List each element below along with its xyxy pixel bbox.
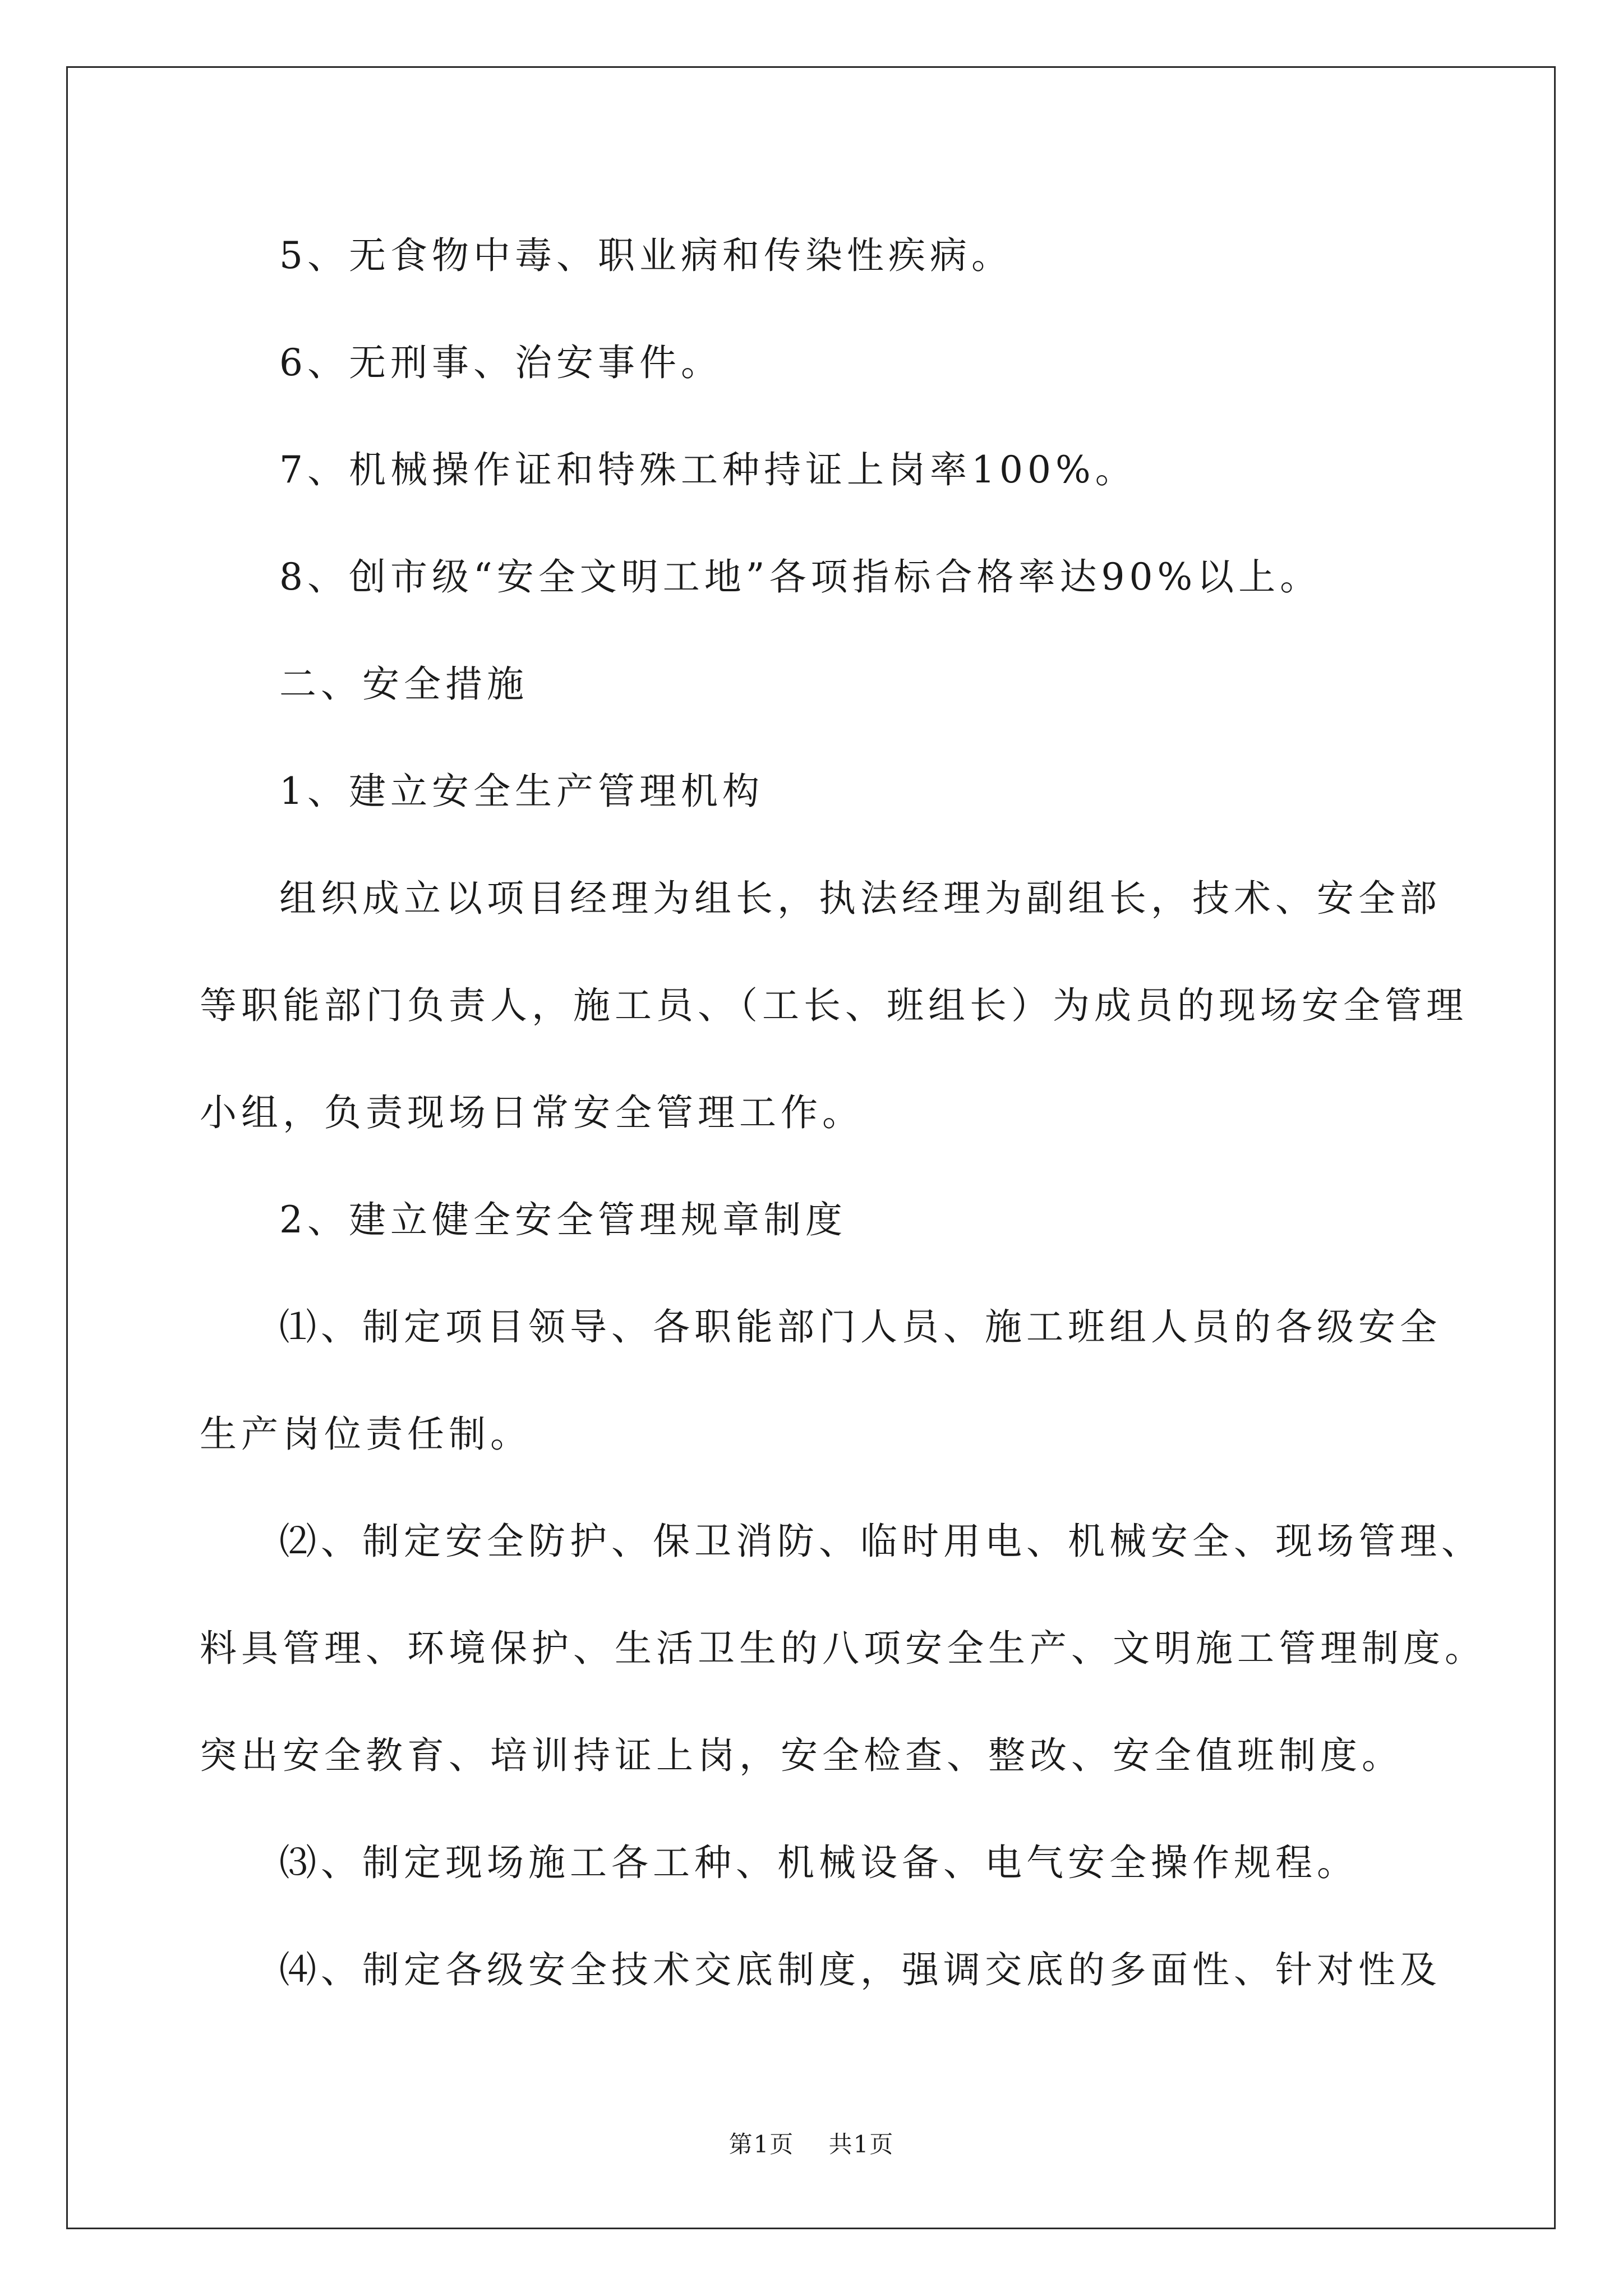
paragraph-line: 等职能部门负责人，施工员、（工长、班组长）为成员的现场安全管理 xyxy=(200,984,1468,1027)
subsection-heading-2: 2、建立健全安全管理规章制度 xyxy=(279,1198,847,1241)
document-body xyxy=(200,202,1486,2023)
page-footer: 第1页 共1页 xyxy=(728,2131,895,2158)
paragraph-item-7: 7、机械操作证和特殊工种持证上岗率100%。 xyxy=(279,448,1137,491)
paragraph-line: ⑷、制定各级安全技术交底制度，强调交底的多面性、针对性及 xyxy=(279,1948,1441,1991)
paragraph-item-6: 6、无刑事、治安事件。 xyxy=(279,341,722,384)
paragraph-item-8: 8、创市级“安全文明工地”各项指标合格率达90%以上。 xyxy=(279,555,1322,599)
paragraph-line: 小组，负责现场日常安全管理工作。 xyxy=(200,1091,864,1134)
paragraph-line: 生产岗位责任制。 xyxy=(200,1412,532,1456)
paragraph-line: ⑴、制定项目领导、各职能部门人员、施工班组人员的各级安全 xyxy=(279,1305,1441,1349)
subsection-heading-1: 1、建立安全生产管理机构 xyxy=(279,770,764,813)
paragraph-line: 料具管理、环境保护、生活卫生的八项安全生产、文明施工管理制度。 xyxy=(200,1627,1486,1670)
section-heading: 二、安全措施 xyxy=(279,662,528,706)
paragraph-line: ⑵、制定安全防护、保卫消防、临时用电、机械安全、现场管理、 xyxy=(279,1520,1483,1563)
paragraph-line: 组织成立以项目经理为组长，执法经理为副组长，技术、安全部 xyxy=(279,877,1441,920)
paragraph-item-5: 5、无食物中毒、职业病和传染性疾病。 xyxy=(279,234,1013,277)
paragraph-line: 突出安全教育、培训持证上岗，安全检查、整改、安全值班制度。 xyxy=(200,1734,1403,1777)
paragraph-line: ⑶、制定现场施工各工种、机械设备、电气安全操作规程。 xyxy=(279,1841,1358,1884)
